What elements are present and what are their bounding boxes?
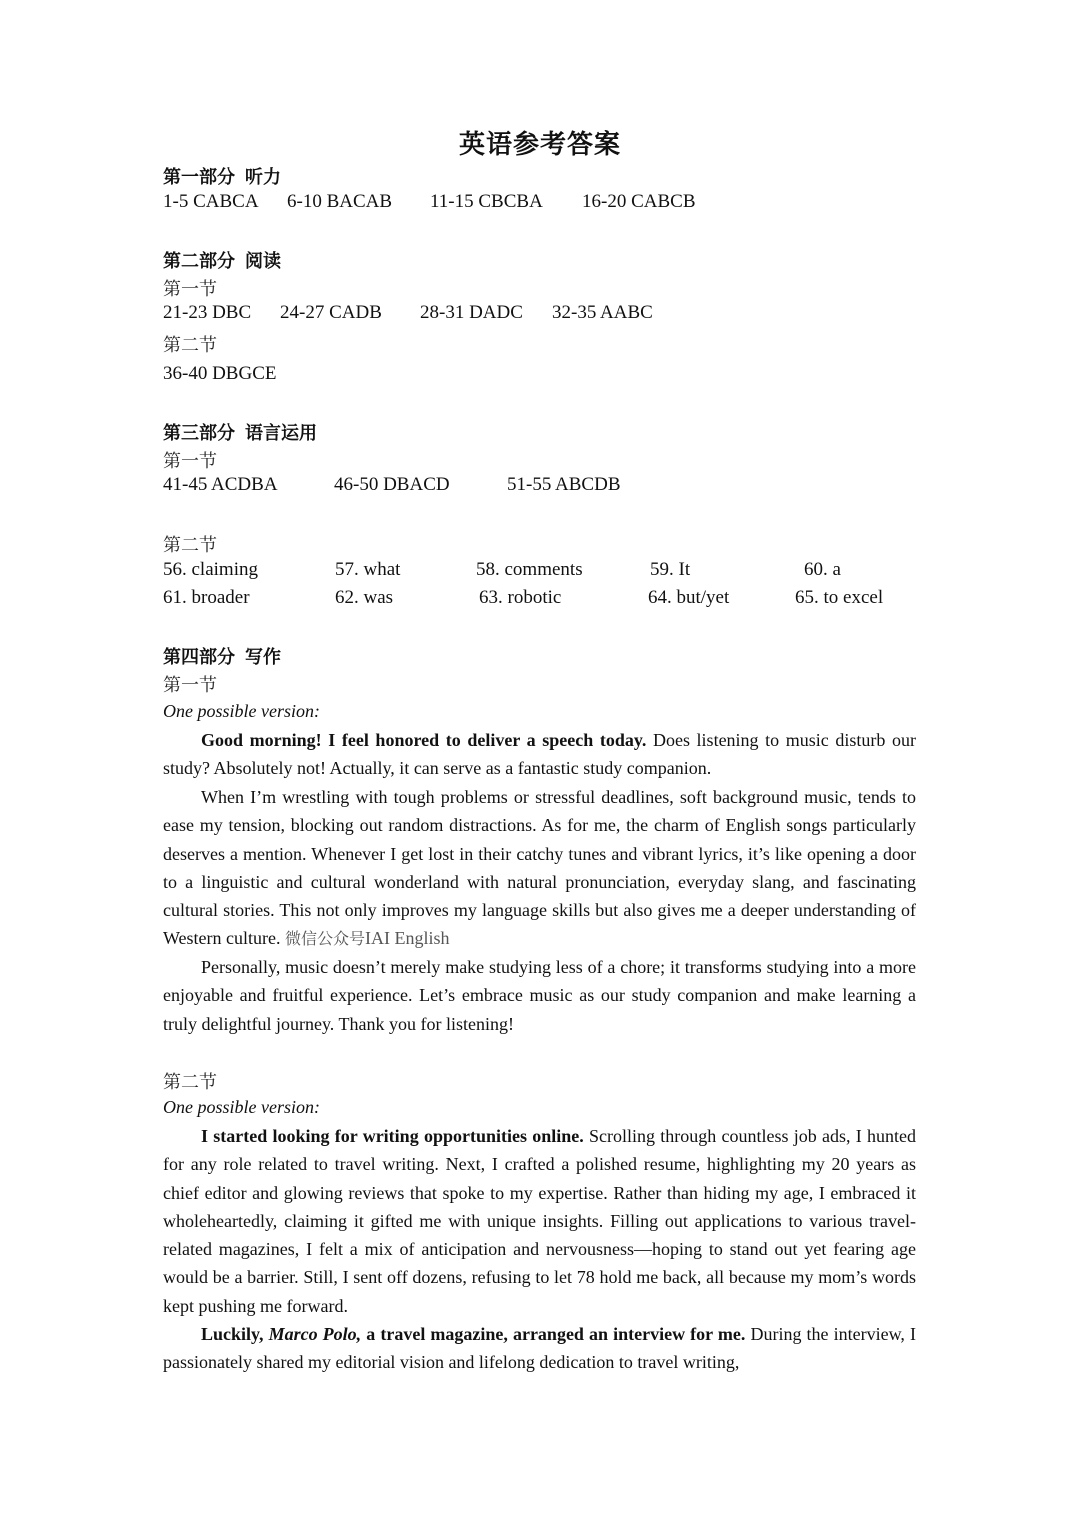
answer-item: 62. was <box>335 587 394 608</box>
part1-heading <box>163 163 281 189</box>
essay1-paragraph3-body: Personally, music doesn’t merely make studying less of a chore; it transforms studying into a more enjoyable and fruitful experience. Let’s embrace music as our study companion and make learning a truly delightful journey. Thank you for listening! <box>163 957 916 1034</box>
answer-item: 57. what <box>335 559 401 580</box>
answer-group: 11-15 CBCBA <box>430 191 543 212</box>
essay2-opening-sentence: I started looking for writing opportunities online. <box>201 1126 584 1146</box>
answer-item: 63. robotic <box>479 587 562 608</box>
answer-item: 56. claiming <box>163 559 258 580</box>
essay1-paragraph3 <box>163 953 916 1038</box>
part4-heading <box>163 643 281 669</box>
magazine-title: Marco Polo, <box>268 1324 362 1344</box>
part3-section1-label: 第一节 <box>163 451 217 472</box>
answer-group: 16-20 CABCB <box>582 191 696 212</box>
answer-group: 46-50 DBACD <box>334 474 450 495</box>
answer-item: 64. but/yet <box>648 587 730 608</box>
answer-item: 58. comments <box>476 559 583 580</box>
essay1-paragraph2 <box>163 783 916 954</box>
essay1-paragraph1-body: Does listening to music disturb our study? Absolutely not! Actually, it can serve as a fantastic study companion. <box>163 730 916 779</box>
part2-section2-label: 第二节 <box>163 335 217 356</box>
answer-group: 21-23 DBC <box>163 302 252 323</box>
essay1-paragraph2-body: When I’m wrestling with tough problems or stressful deadlines, soft background music, tends to ease my tension, blocking out random distractions. As for me, the charm of English songs particularly deserves a mention. Whenever I get lost in their catchy tunes and vibrant lyrics, it’s like opening a door to a linguistic and cultural wonderland with natural pronunciation, everyday slang, and fascinating cultural stories. This not only improves my language skills but also gives me a deeper understanding of Western culture. <box>163 787 916 949</box>
essay2-paragraph2-lead-rest: a travel magazine, arranged an interview for me. <box>361 1324 746 1344</box>
answer-item: 61. broader <box>163 587 250 608</box>
answer-group: 51-55 ABCDB <box>507 474 621 495</box>
essay2-paragraph2 <box>163 1320 916 1377</box>
part4-section2-version-label: One possible version: <box>163 1097 320 1117</box>
answer-item: 65. to excel <box>795 587 884 608</box>
part1-heading-topic: 听力 <box>245 167 281 188</box>
answer-group: 1-5 CABCA <box>163 191 259 212</box>
answer-group: 6-10 BACAB <box>287 191 393 212</box>
part4-heading-topic: 写作 <box>245 647 281 668</box>
answer-group: 24-27 CADB <box>280 302 382 323</box>
part2-heading-topic: 阅读 <box>245 251 281 272</box>
part3-section2-label: 第二节 <box>163 535 217 556</box>
part2-heading-number: 第二部分 <box>163 251 235 272</box>
answer-item: 60. a <box>804 559 841 580</box>
watermark-text-cn: 微信公众号 <box>285 929 366 949</box>
essay2-paragraph2-body: During the interview, I passionately shared my editorial vision and lifelong dedication to travel writing, <box>163 1324 916 1373</box>
part3-heading <box>163 419 317 445</box>
answer-item: 59. It <box>650 559 691 580</box>
answer-group: 32-35 AABC <box>552 302 653 323</box>
part3-heading-topic: 语言运用 <box>245 423 317 444</box>
part1-heading-number: 第一部分 <box>163 167 235 188</box>
part4-section2-label: 第二节 <box>163 1072 217 1093</box>
essay1-opening-sentence: Good morning! I feel honored to deliver a speech today. <box>201 730 647 750</box>
essay2-paragraph1-body: Scrolling through countless job ads, I hunted for any role related to travel writing. Next, I crafted a polished resume, highlighting my 20 years as chief editor and glowing reviews that spoke to my expertise. Rather than hiding my age, I embraced it wholeheartedly, claiming it gifted me with unique insights. Filling out applications to various travel-related magazines, I felt a mix of anticipation and nervousness—hoping to stand out yet fearing age would be a barrier. Still, I sent off dozens, refusing to let 78 hold me back, all because my mom’s words kept pushing me forward. <box>163 1126 916 1316</box>
watermark-text-en: IAI English <box>365 928 450 949</box>
essay2-paragraph1 <box>163 1122 916 1320</box>
essay1-paragraph1 <box>163 726 916 783</box>
part3-heading-number: 第三部分 <box>163 423 235 444</box>
part4-section1-label: 第一节 <box>163 675 217 696</box>
part4-heading-number: 第四部分 <box>163 647 235 668</box>
part4-section1-version-label: One possible version: <box>163 701 320 721</box>
answer-group: 41-45 ACDBA <box>163 474 278 495</box>
page-title: 英语参考答案 <box>458 130 621 160</box>
part2-section1-label: 第一节 <box>163 279 217 300</box>
answer-group: 36-40 DBGCE <box>163 363 277 384</box>
essay2-paragraph2-lead: Luckily, <box>201 1324 269 1344</box>
part2-heading <box>163 247 281 273</box>
answer-group: 28-31 DADC <box>420 302 523 323</box>
